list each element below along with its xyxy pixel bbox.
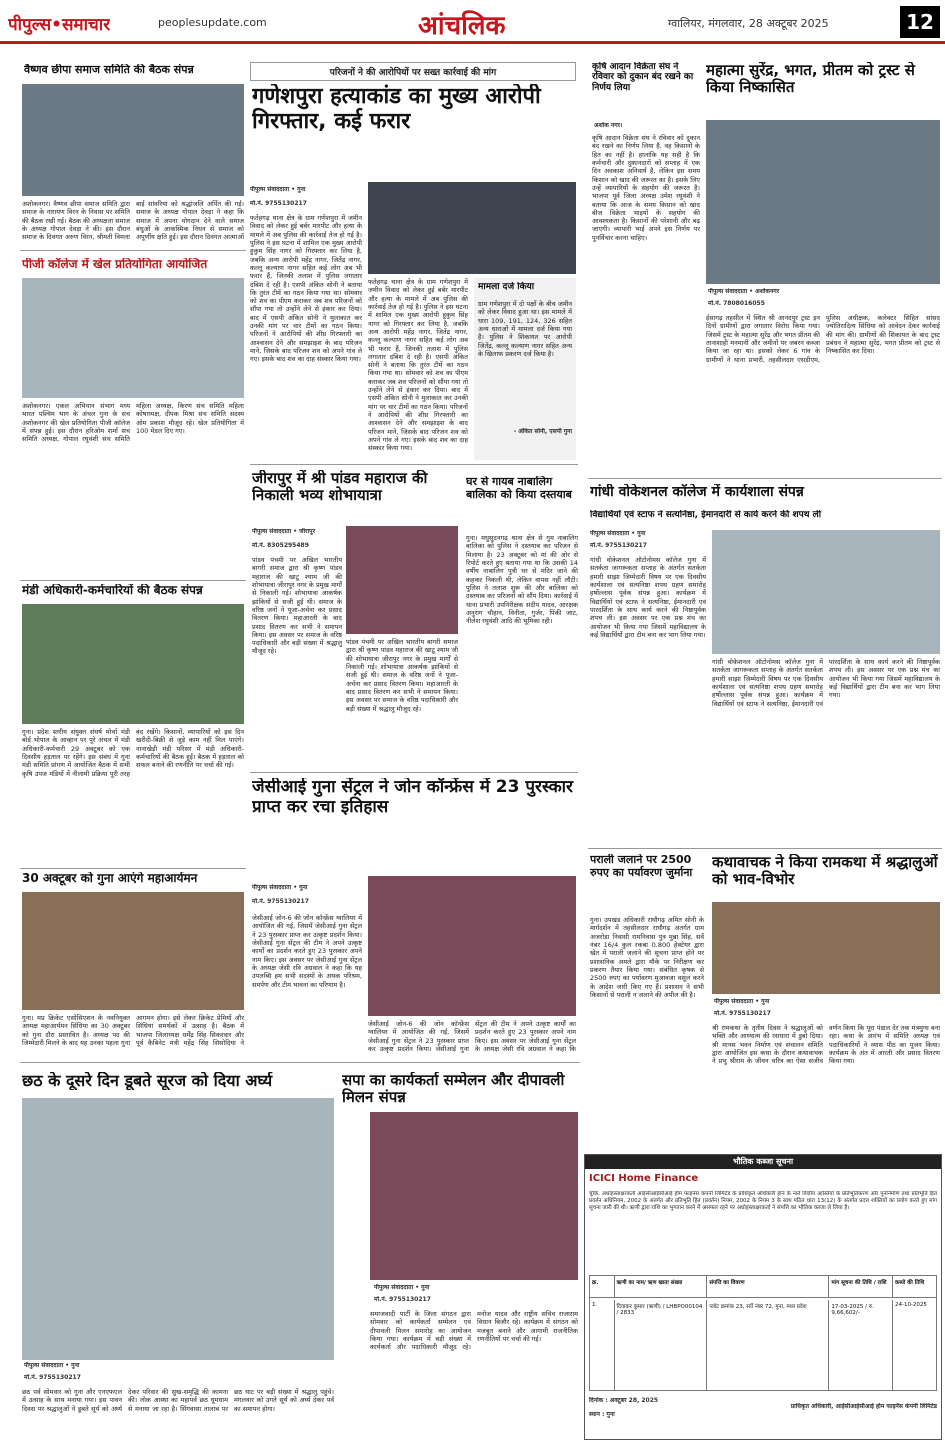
article-body-cont: पांडव पंचमी पर अखिल भारतीय बागरी समाज द्वारा श्री कृष्ण पांडव महाराज की खाटू श्याम जी की शोभायात्रा जीरापुर नगर के प्रमुख मार्गों से निकाली गई। शोभायात्रा आकर्षक झांकियों से सजी हुई थी। समाज के वरिष्ठ जनों ने पूजा-अर्चना कर प्रसाद वितरण किया। महाआरती के बाद प्रसाद वितरण कर सभी ने समापन किया। इस अवसर पर समाज के वरिष्ठ पदाधिकारी और बड़ी संख्या में श्रद्धालु मौजूद रहे। bbox=[346, 638, 458, 713]
divider bbox=[588, 848, 942, 849]
article-body: गुना। मधुसूदनगढ़ थाना क्षेत्र से गुम नाबालिग बालिका को पुलिस ने दस्तयाब कर परिजन से मिलाया है। 23 अक्टूबर को मां की ओर से रिपोर्ट करते हुए बताया गया था कि उसकी 14 वर्षीय नाबालिग पुत्री घर से मंदिर जाने की कहकर निकली थी, लेकिन वापस नहीं लौटी। पुलिस ने तलाश शुरू की और बालिका को दस्तयाब कर परिजनों को सौंप दिया। कार्रवाई में थाना प्रभारी उपनिरीक्षक संदीप यादव, आरक्षक अनुराग चौहान, विनीता, गुर्जर, पिंकी जाट, नीलेश रघुवंशी आदि की भूमिका रही। bbox=[466, 534, 578, 626]
divider bbox=[20, 250, 246, 251]
ad-cell: 1. bbox=[590, 1300, 615, 1390]
headline: गांधी वोकेशनल कॉलेज में कार्यशाला संपन्न bbox=[590, 484, 804, 500]
article-body: श्री रामकथा के तृतीय दिवस ने श्रद्धालुओं को भक्ति और आध्यात्म की रसधारा में डुबो दिया। श्री मानस भवन निर्माण एवं संचालन समिति द्वारा आयोजित इस कथा के दौरान कथावाचक ने प्रभु श्रीराम के जीवन चरित्र का ऐसा सजीव वर्णन किया कि पूरा पंडाल देर तक मंत्रमुग्ध बना रहा। कथा के आरंभ में समिति अध्यक्ष एवं पदाधिकारियों ने व्यास पीठ का पूजन किया। कार्यक्रम के अंत में आरती और प्रसाद वितरण किया गया। bbox=[712, 1024, 940, 1066]
sidebar-case-registered bbox=[474, 278, 576, 460]
article-ramkatha bbox=[710, 850, 942, 1150]
photo-award-ceremony bbox=[368, 876, 576, 1016]
article-body: अशोकनगर। वैष्णव छीपा समाज समिति द्वारा समाज के नारायण विरन के निवास पर समिति की बैठक रखी गई। बैठक की अध्यक्षता समाज के अध्यक्ष गोपाल देवड़ा ने की। इस दौरान समाज के दिवंगत अरुण विरन, श्रीमती विमला बाई सांवरिया को श्रद्धांजलि अर्पित की गई। समाज के अध्यक्ष गोपाल देवड़ा ने कहा कि समाज में अपना योगदान देने वाले समाज बंधुओं के आकस्मिक निधन से समाज को अपूर्णीय क्षति हुई। इस दौरान दिवंगत आत्माओं bbox=[22, 200, 244, 242]
byline: पीपुल्स संवाददाता • गुना bbox=[714, 998, 770, 1005]
headline: पराली जलाने पर 2500 रुपए का पर्यावरण जुर्माना bbox=[590, 854, 693, 879]
kicker: परिजनों ने की आरोपियों पर सख्त कार्रवाई की मांग bbox=[250, 62, 576, 81]
headline: घर से गायब नाबालिग बालिका को किया दस्तयाब bbox=[466, 476, 572, 501]
ad-cell: प्लॉट क्रमांक 23, सर्वे नंबर 72, गुना, मध्य प्रदेश bbox=[707, 1300, 829, 1390]
article-body: कृषि आदान विक्रेता संघ ने रविवार को दुकान बंद रखने का निर्णय लिया है, वह किसानों के हित का नहीं है। हालांकि यह सही है कि कर्मचारी और दुकानदारों को सप्ताह में एक दिन अवकाश अनिवार्य है, लेकिन इस समय किसान को खाद की जरूरत का है। इसके लिए उन्हें व्यापारियों के सहयोग की जरूरत है। भाजपा पूर्व जिला अध्यक्ष उमेश रघुवंशी ने बताया कि आज के समय किसान को खाद बीज विक्रेता भाइयों के सहयोग की आवश्यकता है। किसानों की परेशानी और बढ़ जाएगी। व्यापारी भाई अपने इस निर्णय पर पुनर्विचार करना चाहिए। bbox=[592, 134, 700, 242]
divider bbox=[588, 478, 942, 479]
photo-students bbox=[22, 278, 244, 398]
headline: जीरापुर में श्री पांडव महाराज की निकाली भव्य शोभायात्रा bbox=[252, 470, 428, 505]
photo-sp-stage bbox=[370, 1112, 578, 1280]
article-jci-guna bbox=[250, 776, 578, 1060]
photo-meeting bbox=[22, 84, 244, 196]
sidebar-body: ग्राम गणेशपुरा में दो पक्षों के बीच जमीन को लेकर विवाद हुआ था। इस मामले में धारा 109, 191, 124, 326 सहित अन्य धाराओं में मामला दर्ज किया गया है। पुलिस ने शिकायत पर आरोपी जितेंद्र, कल्लू कल्याण नागर सहित अन्य के खिलाफ प्रकरण दर्ज किया है। bbox=[478, 300, 572, 358]
ad-signatory: प्राधिकृत अधिकारी, आईसीआईसीआई होम फाइनेंस कंपनी लिमिटेड bbox=[790, 1403, 937, 1410]
byline: पीपुल्स संवाददाता • गुना bbox=[374, 1284, 430, 1291]
byline: पीपुल्स संवाददाता • गुना bbox=[590, 530, 646, 537]
article-body: समाजवादी पार्टी के जिला संगठन द्वारा सोमवार को कार्यकर्ता सम्मेलन एवं दीपावली मिलन समारोह का आयोजन किया गया। कार्यक्रम में बड़ी संख्या में कार्यकर्ता और पदाधिकारी मौजूद रहे। मनोज यादव और राष्ट्रीय सचिव राजाराम विधान बिजौर रहे। कार्यक्रम में संगठन को मजबूत बनाने और आगामी राजनीतिक रणनीतियों पर चर्चा की गई। bbox=[370, 1310, 578, 1352]
ad-place: स्थान : गुना bbox=[589, 1411, 615, 1418]
ad-table-row bbox=[590, 1300, 936, 1390]
article-body: गुना। मप्र क्रिकेट एसोसिएशन के नवनियुक्त अध्यक्ष महाआर्यमन सिंधिया का 30 अक्टूबर को गुना दौरा प्रस्तावित है। अध्यक्ष पद की जिम्मेदारी मिलने के बाद यह उनका पहला गुना आगमन होगा। इसे लेकर क्रिकेट प्रेमियों और सिंधिया समर्थकों में उत्साह है। बैठक में भाजपा जिलाध्यक्ष धर्मेंद्र सिंह सिकरवार और पूर्व कैबिनेट मंत्री महेंद्र सिंह सिसोदिया ने bbox=[22, 1014, 244, 1047]
byline: अशोक नगर। bbox=[594, 122, 623, 129]
article-chhath-arghya bbox=[6, 1066, 336, 1440]
article-body-cont: गांधी वोकेशनल ऑटोनोमस कॉलेज गुना में सतर्कता जागरूकता सप्ताह के अंतर्गत सतर्कता हमारी साझा जिम्मेदारी विषय पर एक दिवसीय कार्यशाला एवं सत्यनिष्ठा शपथ ग्रहण समारोह हर्षोल्लास पूर्वक संपन्न हुआ। कार्यक्रम में विद्यार्थियों एवं स्टाफ ने सत्यनिष्ठा, ईमानदारी एवं पारदर्शिता के साथ कार्य करने की निष्ठापूर्वक शपथ ली। इस अवसर पर एक प्रश्न मंच का आयोजन भी किया गया जिसमें महाविद्यालय के कई विद्यार्थियों द्वारा टीम बना कर भाग लिया गया। bbox=[712, 658, 940, 708]
ad-header-cell: ऋणी का नाम/ ऋण खाता संख्या bbox=[615, 1276, 708, 1297]
ad-table-header bbox=[590, 1276, 936, 1298]
ad-cell: दिवाकर कुमार (ऋणी) / LHBPO00104 / 2833 bbox=[615, 1300, 708, 1390]
divider bbox=[20, 1062, 580, 1063]
ad-header-cell: कब्जे की तिथि bbox=[894, 1280, 925, 1286]
ad-header-cell: क्र. bbox=[590, 1276, 615, 1297]
headline: जेसीआई गुना सेंट्रल ने जोन कॉन्फ्रेंस में 23 पुरस्कार प्राप्त कर रचा इतिहास bbox=[252, 778, 573, 817]
article-jirapur-procession bbox=[250, 468, 460, 768]
divider bbox=[250, 772, 578, 773]
article-ganeshpura-murder bbox=[250, 60, 578, 460]
mobile-number: मो.नं. 9755130217 bbox=[24, 1374, 81, 1381]
photo-villagers bbox=[706, 120, 940, 284]
page-number: 12 bbox=[900, 6, 940, 38]
article-parali-fine bbox=[588, 850, 706, 1150]
article-body: पांडव पंचमी पर अखिल भारतीय बागरी समाज द्वारा श्री कृष्ण पांडव महाराज की खाटू श्याम जी की शोभायात्रा जीरापुर नगर के प्रमुख मार्गों से निकाली गई। शोभायात्रा आकर्षक झांकियों से सजी हुई थी। समाज के वरिष्ठ जनों ने पूजा-अर्चना कर प्रसाद वितरण किया। महाआरती के बाद प्रसाद वितरण कर सभी ने समापन किया। इस अवसर पर समाज के वरिष्ठ पदाधिकारी और बड़ी संख्या में श्रद्धालु मौजूद रहे। bbox=[252, 556, 342, 656]
article-body: गांधी वोकेशनल ऑटोनोमस कॉलेज गुना में सतर्कता जागरूकता सप्ताह के अंतर्गत सतर्कता हमारी साझा जिम्मेदारी विषय पर एक दिवसीय कार्यशाला एवं सत्यनिष्ठा शपथ ग्रहण समारोह हर्षोल्लास पूर्वक संपन्न हुआ। कार्यक्रम में विद्यार्थियों एवं स्टाफ ने सत्यनिष्ठा, ईमानदारी एवं पारदर्शिता के साथ कार्य करने की निष्ठापूर्वक शपथ ली। इस अवसर पर एक प्रश्न मंच का आयोजन भी किया गया जिसमें महाविद्यालय के कई विद्यार्थियों द्वारा टीम बना कर भाग लिया गया। bbox=[590, 556, 706, 639]
photo-cricket-meeting bbox=[22, 892, 244, 1010]
photo-kathavachak bbox=[712, 902, 940, 994]
byline: पीपुल्स संवाददाता • गुना bbox=[24, 1362, 80, 1369]
headline: कथावाचक ने किया रामकथा में श्रद्धालुओं को भाव-विभोर bbox=[712, 854, 938, 889]
byline: पीपुल्स संवाददाता • जीरापुर bbox=[252, 528, 316, 535]
ad-date: दिनांक : अक्टूबर 28, 2025 bbox=[589, 1397, 659, 1404]
sidebar-quote: - अंकित सोनी, एसपी गुना bbox=[513, 428, 572, 435]
photo-chhath-ghat bbox=[22, 1098, 334, 1360]
headline: सपा का कार्यकर्ता सम्मेलन और दीपावली मिलन संपन्न bbox=[342, 1072, 565, 1107]
mobile-number: मो.नं. 9755130217 bbox=[252, 898, 309, 905]
article-body: गुना। उपखंड अधिकारी राघौगढ़ अमित सोनी के मार्गदर्शन में तहसीलदार राघौगढ़ अंतर्गत ग्राम अजरोडा निवासी रामनिवास पुत्र मुन्ना सिंह, सर्वे नंबर 16/4 कुल रकबा 0.800 हेक्टेयर द्वारा खेत में पराली जलाने की सूचना प्राप्त होने पर प्रशासनिक अमले द्वारा मौके पर निरीक्षण कर प्रकरण तैयार किया गया। संबंधित कृषक से 2500 रुपए का पर्यावरण मुआवजा वसूल करने के आदेश जारी किए गए हैं। प्रशासन ने सभी किसानों से पराली न जलाने की अपील की है। bbox=[590, 916, 704, 999]
article-gandhi-college-workshop bbox=[588, 480, 942, 846]
article-trust-expulsion bbox=[704, 60, 942, 476]
mobile-number: मो.नं. 9755130217 bbox=[590, 542, 647, 549]
byline: पीपुल्स संवाददाता • गुना bbox=[252, 884, 308, 891]
article-body: ईसागढ़ तहसील में स्थित श्री आनंदपुर ट्रस्ट इन दिनों ग्रामीणों द्वारा लगातार विरोध किया गया। जिसमें ट्रस्ट के महात्मा सुरेंद्र और भगत प्रीतम की तानाशाही मनमानी और जमीनों पर जबरन कब्जा किया जा रहा था। इसको लेकर 6 गांव के ग्रामीणों ने थाना प्रभारी, तहसीलदार एसडीएम, पुलिस अधीक्षक, कलेक्टर सिहित सांसद ज्योतिरादित्य सिंधिया को आवेदन देकर कार्रवाई की मांग की। ग्रामीणों की शिकायत के बाद ट्रस्ट प्रबंधन ने महात्मा सुरेंद्र, भगत प्रीतम को ट्रस्ट से निष्कासित कर दिया। bbox=[706, 314, 940, 364]
ad-cell: 24-10-2025 bbox=[894, 1302, 927, 1308]
headline: 30 अक्टूबर को गुना आएंगे महाआर्यमन bbox=[22, 872, 198, 885]
sidebar-heading: मामला दर्ज किया bbox=[478, 282, 535, 292]
photo-procession bbox=[346, 526, 458, 634]
mobile-number: मो.नं. 9755130217 bbox=[374, 1296, 431, 1303]
article-body-cont: जेसीआई जोन-6 की जोन कॉन्फ्रेंस ग्वालियर में आयोजित की गई, जिसमें जेसीआई गुना सेंट्रल ने 23 पुरस्कार प्राप्त कर उत्कृष्ट प्रदर्शन किया। जेसीआई गुना सेंट्रल की टीम ने अपने उत्कृष्ट कार्यों का प्रदर्शन करते हुए 23 पुरस्कार अपने नाम किए। इस अवसर पर जेसीआई गुना सेंट्रल के अध्यक्ष जेसी रवि अग्रवाल ने कहा कि bbox=[368, 1020, 576, 1053]
mobile-number: मो.नं. 9755130217 bbox=[714, 1010, 771, 1017]
ad-table bbox=[589, 1275, 937, 1391]
article-body: अशोकनगर। एकल अभियान संभाग मध्य भारत पश्चिम भाग के अंचल गुना के संच अशोकनगर की खेल प्रतियोगिता पीजी कॉलेज में संपन्न हुई। इस दौरान हरिओम शर्मा संच समिति अध्यक्ष, गोपाल रघुवंशी संच समिति महिला अध्यक्ष, किरण संच समिति महिला कोषाध्यक्ष, दीपक मिश्रा संच समिति सदस्य ओम प्रकाश मौजूद रहे। खेल प्रतियोगिता में 100 मेडल दिए गए। bbox=[22, 402, 244, 444]
headline: छठ के दूसरे दिन डूबते सूरज को दिया अर्घ्य bbox=[22, 1072, 273, 1090]
dateline: ग्वालियर, मंगलवार, 28 अक्टूबर 2025 bbox=[668, 17, 829, 30]
article-mandi-meeting bbox=[6, 582, 246, 862]
ad-cell: 17-03-2025 / रु. 9,66,602/- bbox=[829, 1300, 893, 1390]
ad-title: भौतिक कब्जा सूचना bbox=[585, 1155, 941, 1169]
article-body: जेसीआई जोन-6 की जोन कॉन्फ्रेंस ग्वालियर में आयोजित की गई, जिसमें जेसीआई गुना सेंट्रल ने 23 पुरस्कार प्राप्त कर उत्कृष्ट प्रदर्शन किया। जेसीआई गुना सेंट्रल की टीम ने अपने उत्कृष्ट कार्यों का प्रदर्शन करते हुए 23 पुरस्कार अपने नाम किए। इस अवसर पर जेसीआई गुना सेंट्रल के अध्यक्ष जेसी रवि अग्रवाल ने कहा कि यह उपलब्धि हम सभी सदस्यों के अथक परिश्रम, समर्पण और टीम भावना का परिणाम है। bbox=[252, 914, 362, 989]
divider bbox=[20, 580, 246, 581]
masthead bbox=[0, 0, 945, 44]
headline: मंडी अधिकारी-कर्मचारियों की बैठक संपन्न bbox=[22, 584, 203, 597]
headline: महात्मा सुरेंद्र, भगत, प्रीतम को ट्रस्ट से किया निष्कासित bbox=[706, 62, 915, 97]
divider bbox=[250, 464, 578, 465]
article-body: फतेहगढ़ थाना क्षेत्र के ग्राम गणेशपुरा में जमीन विवाद को लेकर हुई बर्बर मारपीट और हत्या के मामले में अब पुलिस की कार्रवाई तेज हो गई है। पुलिस ने इस घटना में शामिल एक मुख्य आरोपी हुकुम सिंह नागर को गिरफ्तार कर लिया है, जबकि अन्य आरोपी महेंद्र नागर, जितेंद्र नागर, कल्लू कल्याण नागर सहित कई लोग अब भी फरार हैं, जिनकी तलाश में पुलिस लगातार दबिश दे रही है। एसपी अंकित सोनी ने बताया कि तुरंत टीमें का गठन किया गया था। सोमवार को शव का पीएम कराकर जब शव परिजनों को सौंपा गया तो उन्होंने लेने से इंकार कर दिया। बाद में एसपी अंकित सोनी ने मुलाकात कर उनकी मांग पर चार टीमों का गठन किया। परिजनों ने आरोपियों की शीघ्र गिरफ्तारी का आश्वासन देने और समझाइश के बाद परिजन माने, जिसके बाद परिजन शव को अपने गांव ले गए। इसके बाद शव का दाह संस्कार किया गया। bbox=[250, 214, 362, 364]
mobile-number: मो.नं. 8305295489 bbox=[252, 542, 309, 549]
headline: पीजी कॉलेज में खेल प्रतियोगिता आयोजित bbox=[22, 258, 208, 271]
photo-police-arrest bbox=[368, 182, 576, 274]
article-body-cont: फतेहगढ़ थाना क्षेत्र के ग्राम गणेशपुरा में जमीन विवाद को लेकर हुई बर्बर मारपीट और हत्या के मामले में अब पुलिस की कार्रवाई तेज हो गई है। पुलिस ने इस घटना में शामिल एक मुख्य आरोपी हुकुम सिंह नागर को गिरफ्तार कर लिया है, जबकि अन्य आरोपी महेंद्र नागर, जितेंद्र नागर, कल्लू कल्याण नागर सहित कई लोग अब भी फरार हैं, जिनकी तलाश में पुलिस लगातार दबिश दे रही है। एसपी अंकित सोनी ने बताया कि तुरंत टीमें का गठन किया गया था। सोमवार को शव का पीएम कराकर जब शव परिजनों को सौंपा गया तो उन्होंने लेने से इंकार कर दिया। बाद में एसपी अंकित सोनी ने मुलाकात कर उनकी मांग पर चार टीमों का गठन किया। परिजनों ने आरोपियों की शीघ्र गिरफ्तारी का आश्वासन देने और समझाइश के बाद परिजन माने, जिसके बाद परिजन शव को अपने गांव ले गए। इसके बाद शव का दाह संस्कार किया गया। bbox=[368, 278, 468, 453]
mobile-number: मो.नं. 9755130217 bbox=[250, 200, 307, 207]
headline: कृषि आदान विक्रेता संघ ने रविवार को दुकान बंद रखने का निर्णय लिया bbox=[592, 62, 694, 93]
ad-body: चूंकि, अधोहस्ताक्षरकर्ता आईसीआईसीआई होम फाइनेंस कंपनी लिमिटेड के प्राधिकृत अधिकारी होने के नाते वित्तीय आस्तियों के प्रतिभूतिकरण और पुनर्निर्माण तथा प्रतिभूति हित प्रवर्तन अधिनियम, 2002 के अंतर्गत और प्रतिभूति हित (प्रवर्तन) नियम, 2002 के नियम 3 के साथ पठित धारा 13(12) के अंतर्गत प्रदत्त शक्तियों का प्रयोग करते हुए मांग सूचना जारी की थी। ऋणी द्वारा राशि का भुगतान करने में असफल रहने पर अधोहस्ताक्षरकर्ता ने संपत्ति का भौतिक कब्जा ले लिया है। bbox=[589, 1191, 937, 1212]
ad-possession-notice bbox=[584, 1154, 942, 1440]
photo-mandi-staff bbox=[22, 604, 244, 724]
ad-header-cell: मांग सूचना की तिथि / राशि bbox=[829, 1276, 893, 1297]
ad-header-cell: संपत्ति का विवरण bbox=[707, 1276, 829, 1297]
article-mahaaryaman-visit bbox=[6, 870, 246, 1050]
ad-company: ICICI Home Finance bbox=[589, 1173, 699, 1184]
article-sp-conference bbox=[340, 1066, 580, 1440]
photo-workshop bbox=[712, 530, 940, 654]
article-krishi-vikreta bbox=[584, 60, 702, 476]
byline: पीपुल्स संवाददाता • गुना bbox=[250, 186, 306, 193]
article-body: छठ पर्व सोमवार को गुना और एनएफएल में उत्साह के साथ मनाया गया। इस पावन दिवस पर श्रद्धालुओं ने डूबते सूर्य को अर्घ्य देकर परिवार की सुख-समृद्धि की कामना की। लोक आस्था का महापर्व छठ धूमधाम से मनाया जा रहा है। सिंगवासा तालाब पर छठ घाट पर बड़ी संख्या में श्रद्धालु पहुंचे। मंगलवार को उगते सूर्य को अर्घ्य देकर पर्व का समापन होगा। bbox=[22, 1388, 334, 1413]
mobile-number: मो.नं. 7808016055 bbox=[708, 300, 765, 307]
section-title: आंचलिक bbox=[418, 11, 506, 41]
website-link[interactable]: peoplesupdate.com bbox=[158, 16, 267, 29]
article-missing-girl bbox=[464, 468, 580, 768]
article-vaishnav-chhipa bbox=[6, 50, 246, 250]
article-body: गुना। प्रदेश स्तरीय संयुक्त संघर्ष मोर्चा मंडी बोर्ड भोपाल के आव्हान पर पूरे अंचल में मंडी अधिकारी-कर्मचारी 29 अक्टूबर को एक दिवसीय हड़ताल पर रहेंगे। इस संबंध में गुना मंडी समिति प्रांगण में आयोजित बैठक में सभी कृषि उपज मंडियों में नीलामी प्रक्रिया पूरी तरह बंद रखेंगे। किसानों, व्यापारियों को इस दिन खरीदी-बिक्री से जुड़े काम नहीं मिल पाएंगे। नानाखेड़ी मंडी परिसर में मंडी अधिकारी-कर्मचारियों की बैठक हुई। बैठक में हड़ताल को सफल बनाने की रणनीति पर चर्चा की गई। bbox=[22, 728, 244, 778]
newspaper-logo: पीपुल्स•समाचार bbox=[8, 15, 111, 35]
byline: पीपुल्स संवाददाता • अशोकनगर bbox=[708, 288, 780, 295]
divider bbox=[20, 868, 246, 869]
subhead: विद्यार्थियों एवं स्टाफ ने सत्यनिष्ठा, ईमानदारी से कार्य करने की शपथ ली bbox=[590, 510, 822, 520]
article-pg-college-sports bbox=[6, 254, 246, 464]
headline: गणेशपुरा हत्याकांड का मुख्य आरोपी गिरफ्तार, कई फरार bbox=[252, 84, 541, 135]
headline: वैष्णव छीपा समाज समिति की बैठक संपन्न bbox=[24, 64, 194, 76]
